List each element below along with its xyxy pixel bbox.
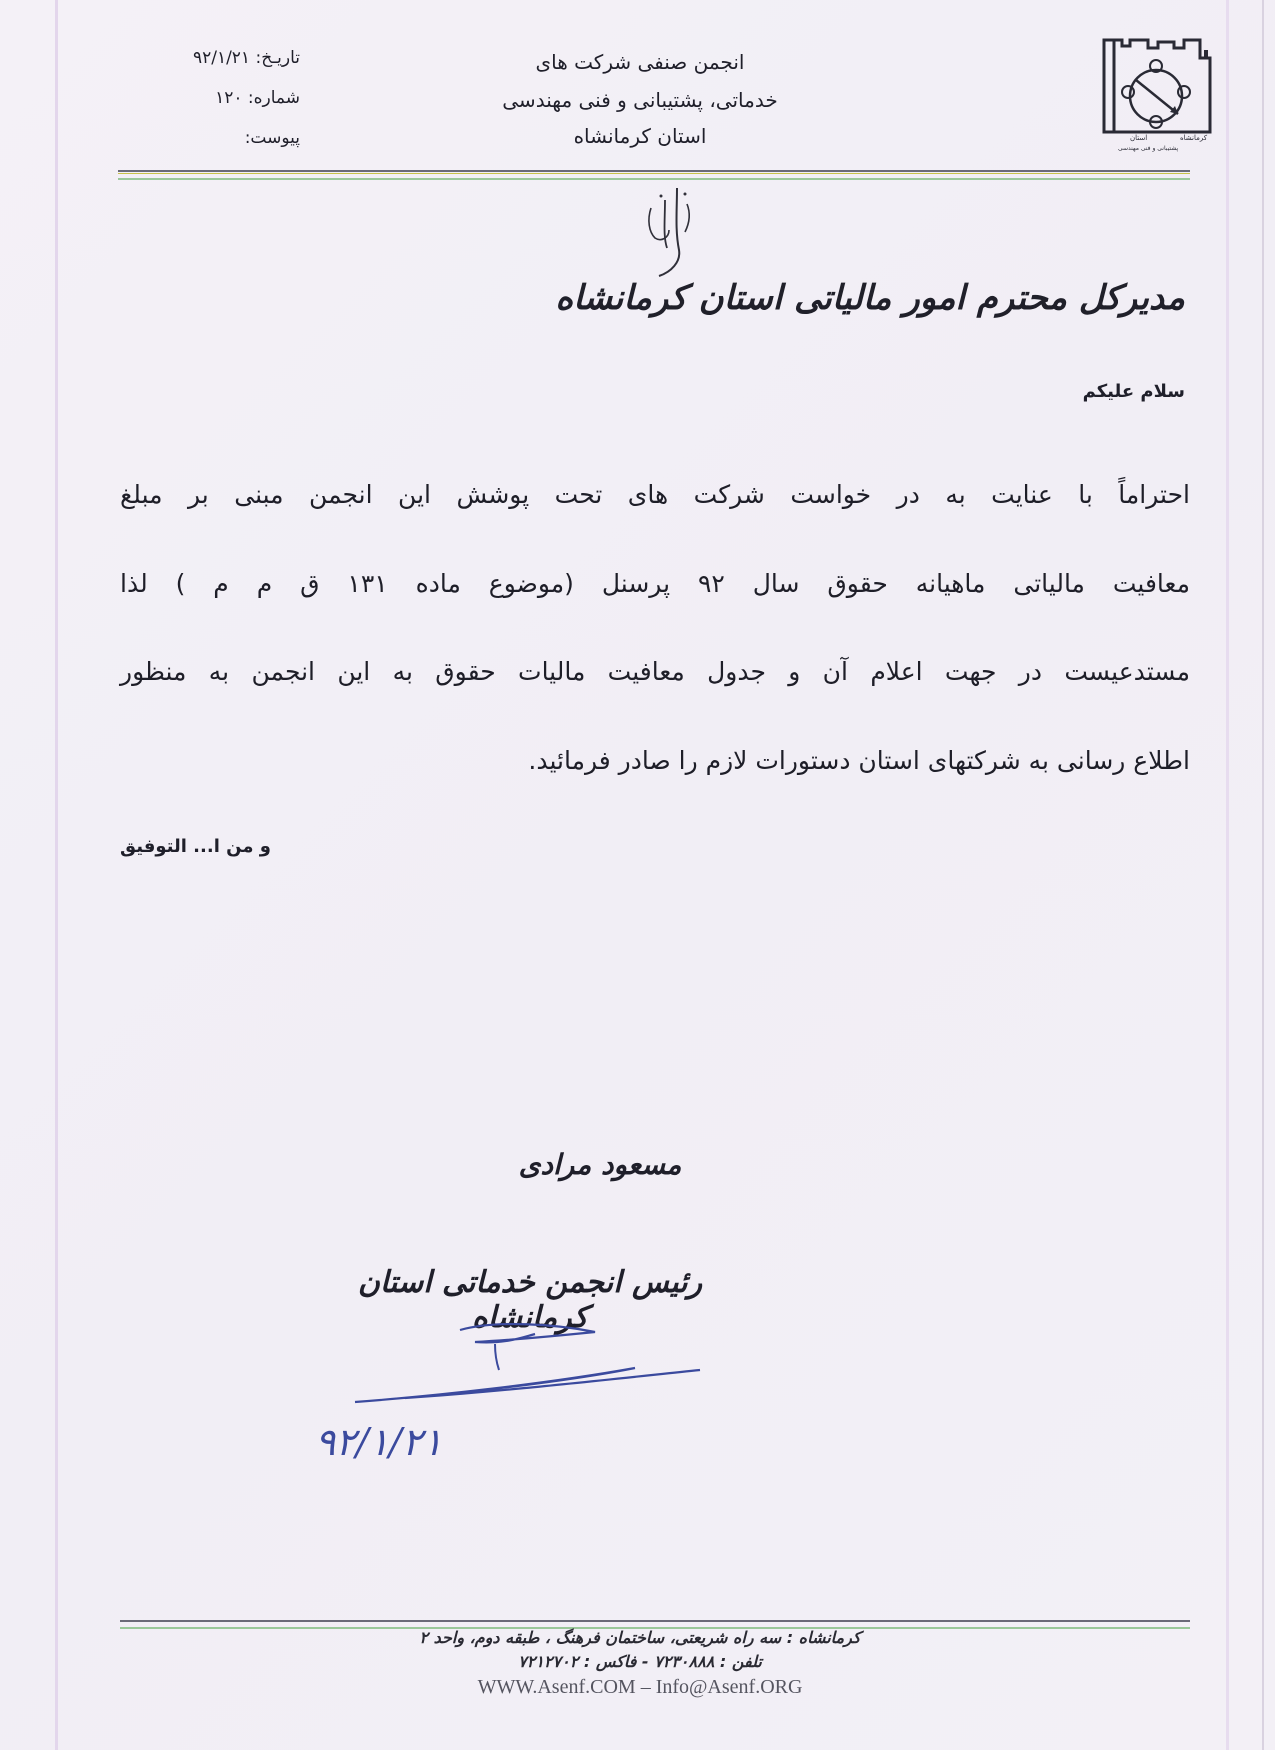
- letter-number: شماره: ۱۲۰: [215, 88, 300, 108]
- signatory-title: رئیس انجمن خدماتی استان کرمانشاه: [357, 1265, 703, 1335]
- footer-address: کرمانشاه : سه راه شریعتی، ساختمان فرهنگ ، طبقه دوم، واحد ۲: [419, 1628, 861, 1647]
- recipient-title: مدیرکل محترم امور مالیاتی استان کرمانشاه: [555, 278, 1185, 318]
- signatory-name: مسعود مرادی: [518, 1148, 682, 1181]
- letter-date: تاریـخ: ۹۲/۱/۲۱: [192, 48, 300, 68]
- greeting: سلام علیکم: [1082, 381, 1185, 402]
- org-name-line-3: استان کرمانشاه: [573, 124, 707, 148]
- org-name-line-1: انجمن صنفی شرکت های: [535, 50, 745, 74]
- letter-attachment: پیوست:: [244, 128, 300, 148]
- body-line-1: احتراماً با عنایت به در خواست شرکت های تحت پوشش این انجمن مبنی بر مبلغ: [120, 480, 1190, 509]
- logo-city-label: کرمانشاه: [1180, 134, 1208, 142]
- logo-province-label: استان: [1130, 134, 1148, 142]
- footer-phones: تلفن : ۷۲۳۰۸۸۸ - فاکس : ۷۲۱۲۷۰۲: [518, 1652, 762, 1671]
- handwritten-signature: [345, 1310, 715, 1410]
- page-edge: [1262, 0, 1264, 1750]
- footer-website: WWW.Asenf.COM – Info@Asenf.ORG: [477, 1676, 803, 1698]
- org-name-line-2: خدماتی، پشتیبانی و فنی مهندسی: [502, 88, 778, 112]
- bismillah-calligraphy: [625, 180, 705, 290]
- organization-logo: [1100, 36, 1220, 152]
- handwritten-date: ۹۲/۱/۲۱: [315, 1420, 443, 1464]
- body-line-4: اطلاع رسانی به شرکتهای استان دستورات لازم را صادر فرمائید.: [528, 746, 1190, 775]
- body-line-2: معافیت مالیاتی ماهیانه حقوق سال ۹۲ پرسنل (موضوع ماده ۱۳۱ ق م م ) لذا: [120, 569, 1190, 598]
- body-line-3: مستدعیست در جهت اعلام آن و جدول معافیت مالیات حقوق به این انجمن به منظور: [120, 657, 1190, 686]
- logo-emblem-icon: [1100, 36, 1220, 152]
- closing-phrase: و من ا... التوفیق: [120, 836, 271, 857]
- page-border-right: [1226, 0, 1229, 1750]
- calligraphy-icon: [625, 180, 705, 290]
- logo-caption: پشتیبانی و فنی مهندسی: [1118, 145, 1179, 152]
- header-divider: [118, 170, 1190, 180]
- page-border-left: [55, 0, 58, 1750]
- signature-icon: [345, 1310, 715, 1410]
